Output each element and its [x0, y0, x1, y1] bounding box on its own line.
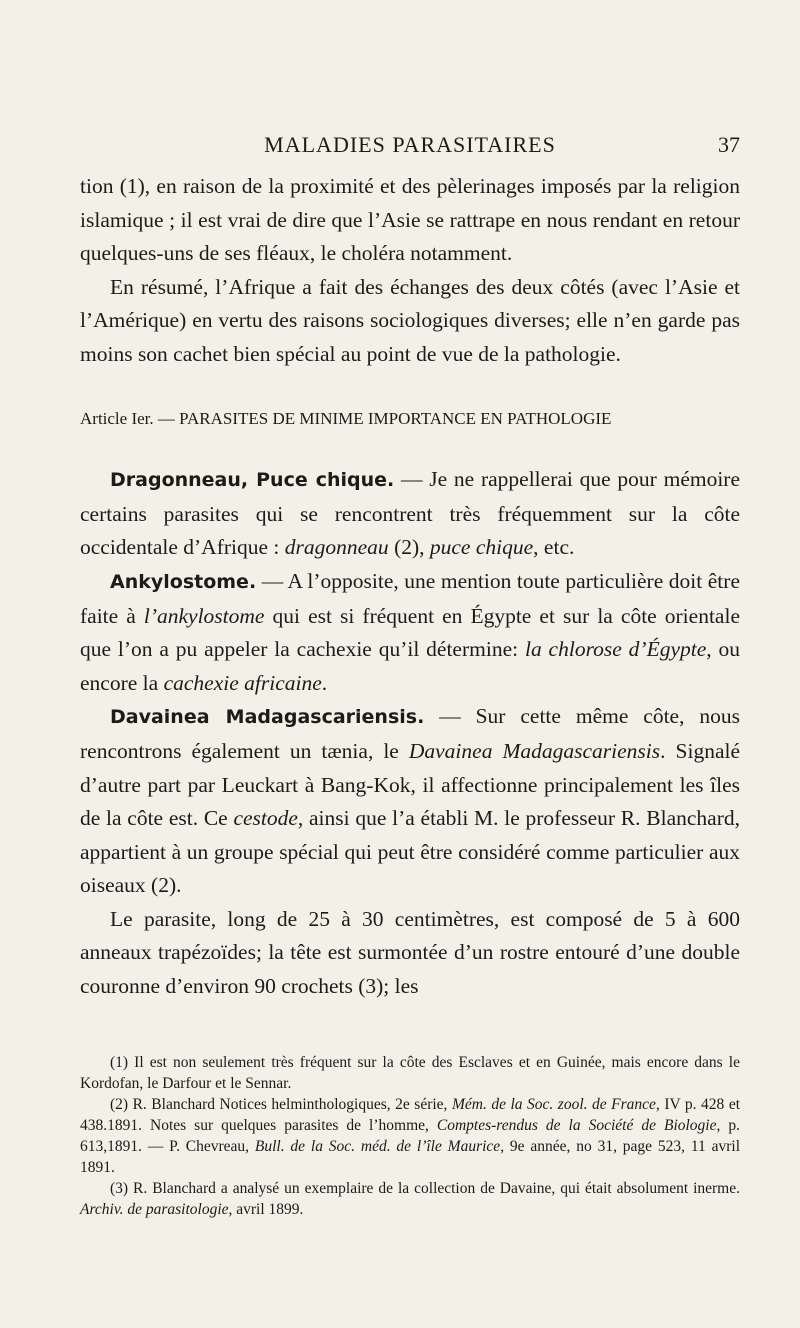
- section-dragonneau: [80, 463, 740, 565]
- term-ankylostome: Ankylostome.: [110, 570, 257, 593]
- text-run: — Sur cette même côte, nous rencontrons également un tænia, le: [80, 704, 740, 763]
- text-run: .: [321, 670, 328, 695]
- italic-run: cestode: [233, 806, 298, 831]
- text-run: , etc.: [533, 535, 575, 560]
- italic-run: Archiv. de parasitologie: [80, 1201, 229, 1218]
- text-run: (2) R. Blanchard Notices helminthologiques, 2e série,: [110, 1096, 452, 1113]
- section-davainea: [80, 700, 740, 903]
- footnotes: [80, 1052, 740, 1220]
- text-run: (3) R. Blanchard a analysé un exemplaire de la collection de Davaine, qui était absolument inerme.: [110, 1180, 740, 1197]
- italic-run: l’ankylostome: [143, 603, 265, 628]
- text-run: . Signalé d’autre part par Leuckart à Bang-Kok, il affectionne principalement les îles de la côte est. Ce: [80, 738, 740, 831]
- article-heading: [80, 402, 740, 436]
- text-run: (2),: [388, 535, 430, 560]
- text-run: — A l’opposite, une mention toute particulière doit être faite à: [80, 568, 740, 628]
- text-run: qui est si fréquent en Égypte et sur la côte orientale que l’on a pu appeler la cachexie qu’il détermine:: [80, 603, 740, 662]
- italic-run: dragonneau: [284, 535, 389, 560]
- text-run: — Je ne rappellerai que pour mémoire certains parasites qui se rencontrent très fréquemment sur la côte occidentale d’Afrique :: [80, 467, 741, 560]
- italic-run: puce chique: [429, 535, 534, 560]
- text-run: , avril 1899.: [228, 1201, 304, 1218]
- italic-run: Comptes-rendus de la Société de Biologie: [436, 1117, 717, 1134]
- footnote-1: (1) Il est non seulement très fréquent sur la côte des Esclaves et en Guinée, mais encore dans le Kordofan, le Darfour et le Sennar.: [80, 1054, 740, 1092]
- article-label: Article Ier.: [80, 408, 154, 428]
- italic-run: Davainea Madagascariensis: [408, 738, 661, 763]
- text-run: , ainsi que l’a établi M. le professeur R. Blanchard, appartient à un groupe spécial qui peut être considéré comme particulier aux oiseaux (2).: [80, 806, 740, 898]
- page-number: 37: [718, 132, 740, 157]
- body-text: [80, 170, 740, 1004]
- text-run: , 9e année, no 31, page 523, 11 avril 1891.: [80, 1138, 741, 1176]
- italic-run: Mém. de la Soc. zool. de France: [451, 1096, 656, 1113]
- paragraph-continuation: tion (1), en raison de la proximité et des pèlerinages imposés par la religion islamique ; il est vrai de dire que l’Asie se rattrape en nous rendant en retour quelques-uns de ses fléaux, le choléra notamment.: [80, 174, 740, 266]
- text-run: , p. 613,1891. — P. Chevreau,: [80, 1117, 740, 1155]
- italic-run: la chlorose d’Égypte: [524, 637, 707, 662]
- term-dragonneau: Dragonneau, Puce chique.: [110, 469, 395, 492]
- text-run: , ou encore la: [80, 637, 740, 695]
- running-title: MALADIES PARASITAIRES: [264, 132, 556, 157]
- text-run: , IV p. 428 et 438.1891. Notes sur quelques parasites de l’homme,: [80, 1096, 741, 1134]
- term-davainea: Davainea Madagascariensis.: [110, 706, 425, 729]
- italic-run: Bull. de la Soc. méd. de l’île Maurice: [254, 1138, 501, 1155]
- footnote-3: [80, 1178, 740, 1220]
- paragraph-summary: En résumé, l’Afrique a fait des échanges des deux côtés (avec l’Asie et l’Amérique) en vertu des raisons sociologiques diverses; elle n’en garde pas moins son cachet bien spécial au point de vue de la pathologie.: [80, 274, 740, 366]
- footnote-2: [80, 1094, 740, 1178]
- article-title: — PARASITES DE MINIME IMPORTANCE EN PATHOLOGIE: [157, 408, 612, 428]
- italic-run: cachexie africaine: [163, 670, 322, 695]
- paragraph-parasite: Le parasite, long de 25 à 30 centimètres, est composé de 5 à 600 anneaux trapézoïdes; la tête est surmontée d’un rostre entouré d’une double couronne d’environ 90 crochets (3); les: [80, 906, 740, 999]
- section-ankylostome: [80, 565, 740, 700]
- page-header: [80, 132, 740, 164]
